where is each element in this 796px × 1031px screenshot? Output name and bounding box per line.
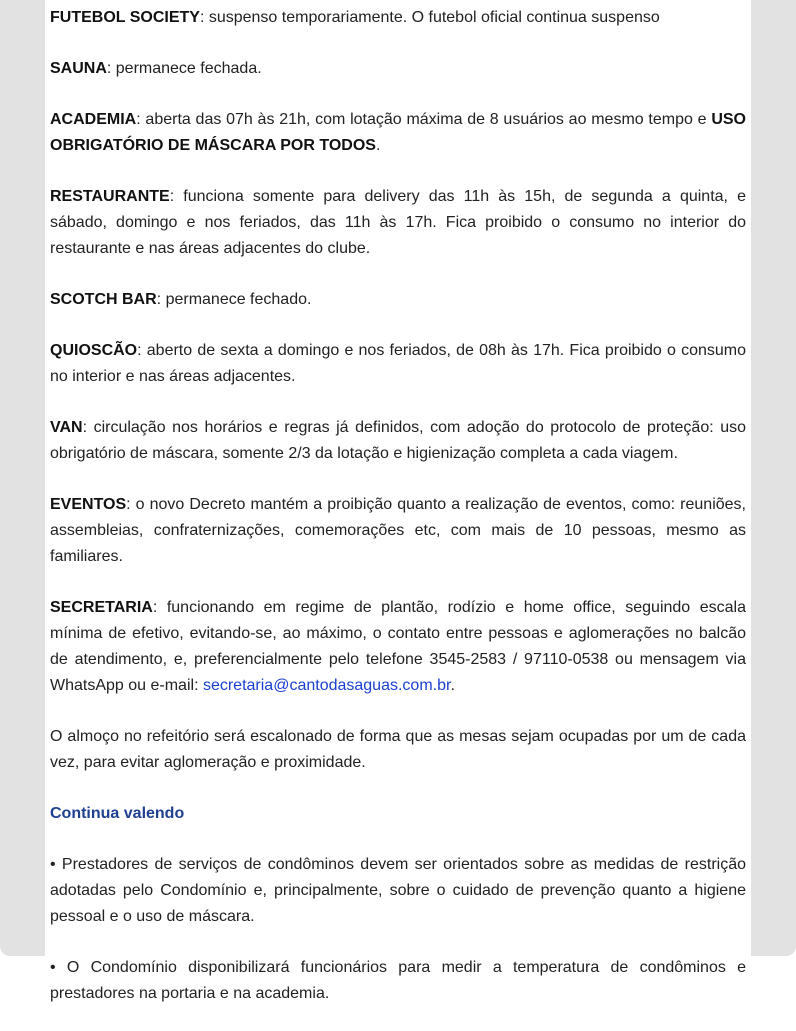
notice-tail: . (375, 137, 381, 154)
notice-title: SECRETARIA (50, 599, 153, 616)
notice-title: RESTAURANTE (50, 188, 170, 205)
notice-title: FUTEBOL SOCIETY (50, 9, 200, 26)
notice-title: SAUNA (50, 60, 107, 77)
bullet-item: • Prestadores de serviços de condôminos devem ser orientados sobre as medidas de restrição adotadas pelo Condomínio e, principalmente, sobre o cuidado de prevenção quanto a higiene pessoal e o uso de máscara. (50, 856, 746, 925)
notice-tail: . (450, 677, 455, 694)
notice-futebol-society (50, 5, 746, 31)
notice-secretaria (50, 595, 746, 699)
notice-text: : funciona somente para delivery das 11h às 15h, de segunda a quinta, e sábado, domingo e nos feriados, das 11h às 17h. Fica proibido o consumo no interior do restaurante e nas áreas adjacentes do clube. (50, 188, 746, 257)
notice-academia (50, 107, 746, 159)
notice-text: : aberto de sexta a domingo e nos feriados, de 08h às 17h. Fica proibido o consumo no interior e nas áreas adjacentes. (50, 342, 746, 385)
email-body (45, 5, 751, 1007)
notice-title: ACADEMIA (50, 111, 137, 128)
notice-title: VAN (50, 419, 83, 436)
notice-text: : aberta das 07h às 21h, com lotação máxima de 8 usuários ao mesmo tempo e (136, 111, 712, 128)
mask-requirement-emphasis: USO OBRIGATÓRIO DE MÁSCARA POR TODOS (50, 111, 746, 154)
notice-quioscao (50, 338, 746, 390)
notice-text: : permanece fechado. (156, 291, 312, 308)
notice-text: : funcionando em regime de plantão, rodízio e home office, seguindo escala mínima de efetivo, evitando-se, ao máximo, o contato entre pessoas e aglomerações no balcão de atendimento, e, preferencialmente pelo telefone 3545-2583 / 97110-0538 ou mensagem via WhatsApp ou e-mail: (50, 599, 746, 694)
notice-text: : suspenso temporariamente. O futebol oficial continua suspenso (199, 9, 660, 26)
notice-text: : o novo Decreto mantém a proibição quanto a realização de eventos, como: reuniões, assembleias, confraternizações, comemorações etc, com mais de 10 pessoas, mesmo as familiares. (50, 496, 746, 565)
email-content-panel (45, 0, 751, 1031)
notice-eventos (50, 492, 746, 570)
notice-title: SCOTCH BAR (50, 291, 157, 308)
notice-sauna (50, 56, 746, 82)
lunch-note: O almoço no refeitório será escalonado de forma que as mesas sejam ocupadas por um de cada vez, para evitar aglomeração e proximidade. (50, 728, 746, 771)
notice-scotch-bar (50, 287, 746, 313)
notice-restaurante (50, 184, 746, 262)
notice-van (50, 415, 746, 467)
notice-text: : circulação nos horários e regras já definidos, com adoção do protocolo de proteção: uso obrigatório de máscara, somente 2/3 da lotação e higienização completa a cada viagem. (50, 419, 746, 462)
notice-text: : permanece fechada. (106, 60, 262, 77)
notice-title: EVENTOS (50, 496, 127, 513)
bullet-item: • O Condomínio disponibilizará funcionários para medir a temperatura de condôminos e prestadores na portaria e na academia. (50, 959, 746, 1002)
continua-valendo-heading: Continua valendo (50, 805, 185, 822)
notice-title: QUIOSCÃO (50, 342, 138, 359)
secretaria-email-link[interactable]: secretaria@cantodasaguas.com.br (202, 677, 451, 694)
